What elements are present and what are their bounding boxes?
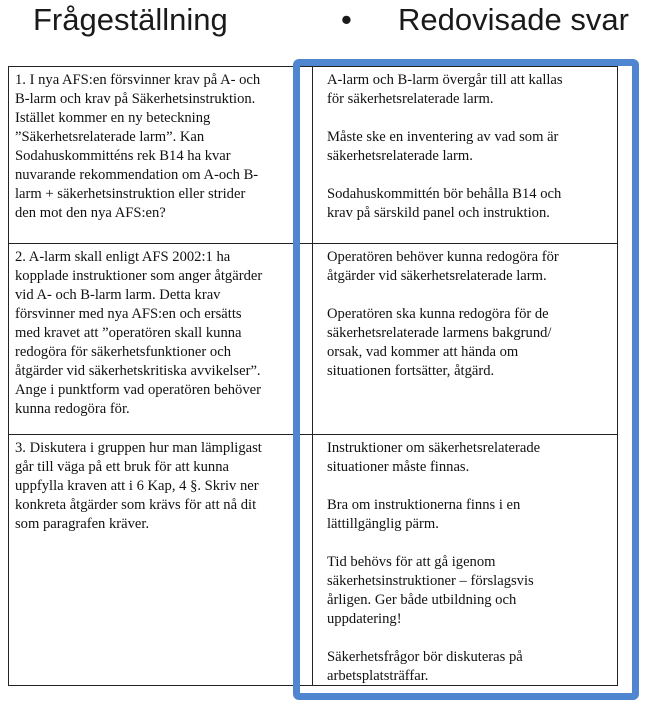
answer-cell-1 <box>319 67 619 243</box>
question-line: nuvarande rekommendation om A-och B- <box>15 167 259 183</box>
answer-line: Måste ske en inventering av vad som är <box>327 129 559 145</box>
question-line: 3. Diskutera i gruppen hur man lämpligast <box>15 440 262 456</box>
answer-line: arbetsplatsträffar. <box>327 668 429 684</box>
question-line: den mot den nya AFS:en? <box>15 205 166 221</box>
heading-bullet: • <box>341 2 352 37</box>
question-line: som paragrafen kräver. <box>15 516 150 532</box>
answer-line: säkerhetsinstruktioner – förslagsvis <box>327 573 534 589</box>
paragraph-gap <box>327 477 613 496</box>
question-line: går till väga på ett bruk för att kunna <box>15 459 229 475</box>
question-cell-1 <box>9 67 309 243</box>
answer-line: årligen. Ger både utbildning och <box>327 592 517 608</box>
paragraph-gap <box>327 534 613 553</box>
question-line: åtgärder vid säkerhetskritiska avvikelser”. <box>15 363 261 379</box>
question-line: med kravet att ”operatören skall kunna <box>15 325 242 341</box>
question-line: Ange i punktform vad operatören behöver <box>15 382 261 398</box>
answer-line: åtgärder vid säkerhetsrelaterade larm. <box>327 268 547 284</box>
answer-line: situationer måste finnas. <box>327 459 470 475</box>
answer-line: krav på särskild panel och instruktion. <box>327 205 550 221</box>
answer-line: Operatören behöver kunna redogöra för <box>327 249 559 265</box>
question-line: redogöra för säkerhetsfunktioner och <box>15 344 231 360</box>
paragraph-gap <box>327 166 613 185</box>
answer-line: Sodahuskommittén bör behålla B14 och <box>327 186 562 202</box>
answer-line: Instruktioner om säkerhetsrelaterade <box>327 440 541 456</box>
answer-line: säkerhetsrelaterade larmens bakgrund/ <box>327 325 552 341</box>
answer-line: Tid behövs för att gå igenom <box>327 554 496 570</box>
answer-cell-2 <box>319 244 619 434</box>
answer-line: situationen fortsätter, åtgärd. <box>327 363 495 379</box>
question-line: B-larm och krav på Säkerhetsinstruktion. <box>15 91 256 107</box>
question-line: kopplade instruktioner som anger åtgärder <box>15 268 263 284</box>
heading-answers: Redovisade svar <box>398 2 629 37</box>
question-line: uppfylla kraven att i 6 Kap, 4 §. Skriv ner <box>15 478 259 494</box>
question-line: vid A- och B-larm larm. Detta krav <box>15 287 221 303</box>
paragraph-gap <box>327 109 613 128</box>
question-cell-3 <box>9 435 309 685</box>
question-line: Istället kommer en ny beteckning <box>15 110 211 126</box>
question-cell-2 <box>9 244 309 434</box>
answer-line: Säkerhetsfrågor bör diskuteras på <box>327 649 523 665</box>
answer-cell-3 <box>319 435 619 685</box>
question-line: Sodahuskommitténs rek B14 ha kvar <box>15 148 231 164</box>
question-line: konkreta åtgärder som krävs för att nå dit <box>15 497 257 513</box>
answer-line: Bra om instruktionerna finns i en <box>327 497 521 513</box>
answer-line: uppdatering! <box>327 611 402 627</box>
question-line: larm + säkerhetsinstruktion eller strider <box>15 186 246 202</box>
answer-line: för säkerhetsrelaterade larm. <box>327 91 494 107</box>
paragraph-gap <box>327 286 613 305</box>
question-line: ”Säkerhetsrelaterade larm”. Kan <box>15 129 205 145</box>
question-line: kunna redogöra för. <box>15 401 130 417</box>
paragraph-gap <box>327 629 613 648</box>
answer-line: A-larm och B-larm övergår till att kallas <box>327 72 563 88</box>
qa-table <box>8 66 618 686</box>
answer-line: orsak, vad kommer att hända om <box>327 344 519 360</box>
answer-line: säkerhetsrelaterade larm. <box>327 148 473 164</box>
heading-questions: Frågeställning <box>33 2 228 37</box>
column-divider <box>312 67 313 685</box>
question-line: försvinner med nya AFS:en och ersätts <box>15 306 242 322</box>
answer-line: lättillgänglig pärm. <box>327 516 439 532</box>
question-line: 2. A-larm skall enligt AFS 2002:1 ha <box>15 249 231 265</box>
question-line: 1. I nya AFS:en försvinner krav på A- och <box>15 72 261 88</box>
answer-line: Operatören ska kunna redogöra för de <box>327 306 549 322</box>
